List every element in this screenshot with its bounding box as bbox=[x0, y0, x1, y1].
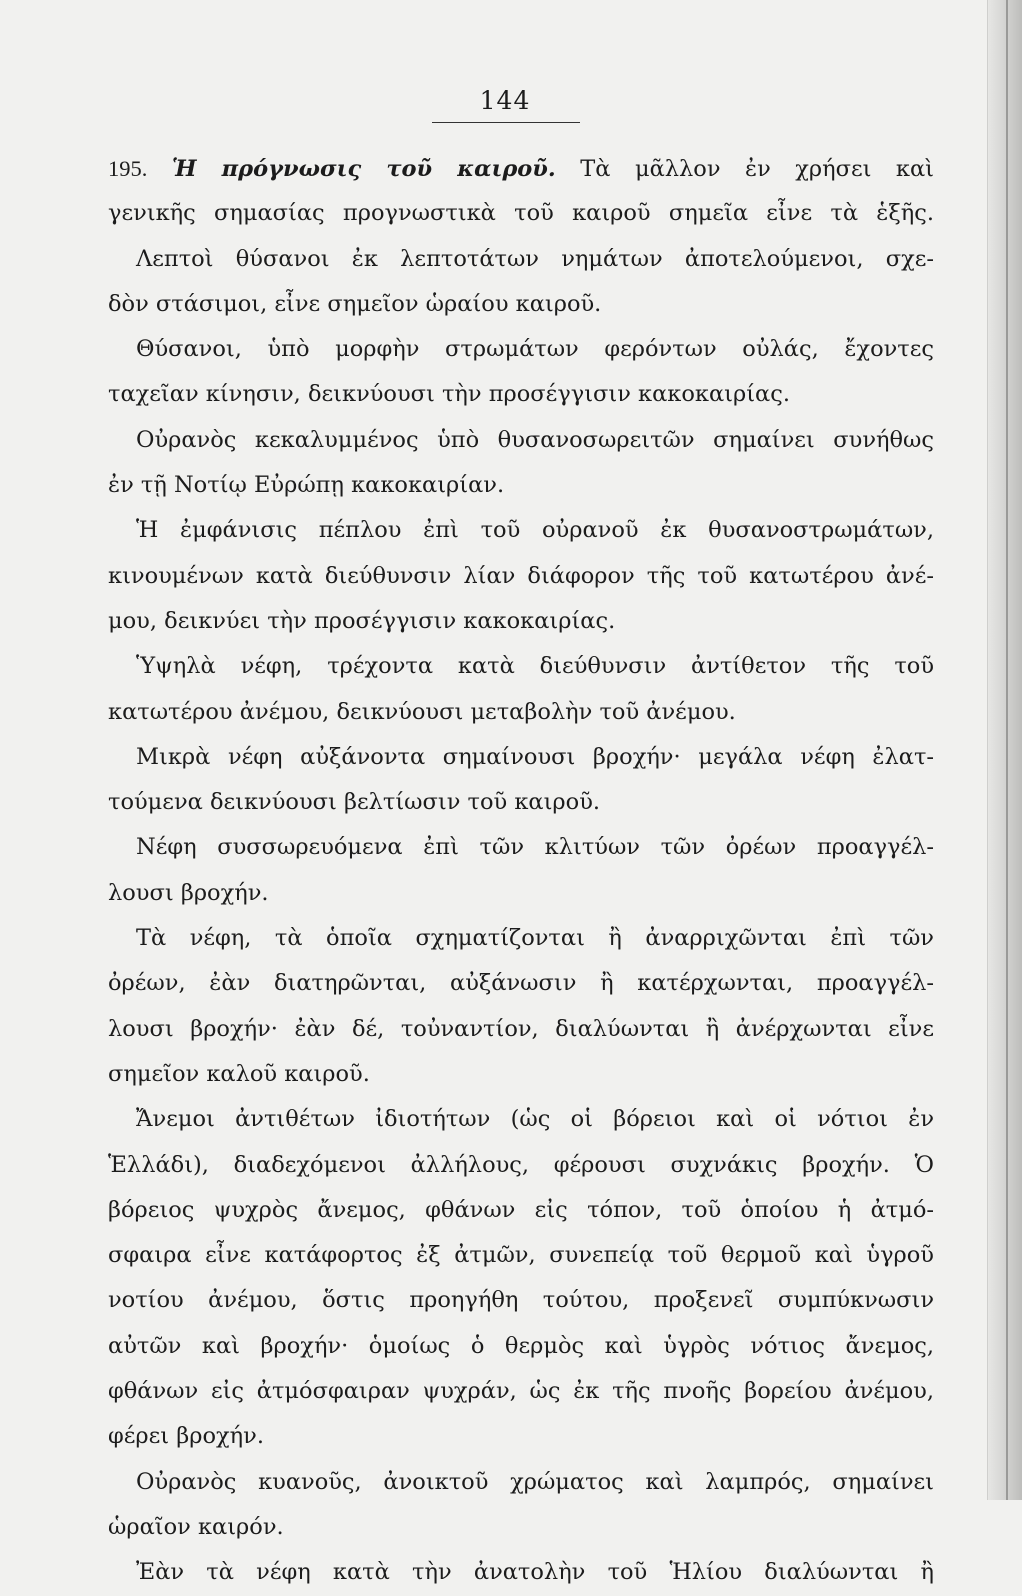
text-line: κινουμένων κατὰ διεύθυνσιν λίαν διάφορον τῆς τοῦ κατωτέρου ἀνέ- bbox=[108, 562, 934, 589]
body-text bbox=[108, 146, 934, 1596]
text-line: μου, δεικνύει τὴν προσέγγισιν κακοκαιρίας. bbox=[108, 607, 616, 634]
text-line: Μικρὰ νέφη αὐξάνοντα σημαίνουσι βροχήν· μεγάλα νέφη ἐλατ- bbox=[136, 743, 934, 770]
text-line: Ἑλλάδι), διαδεχόμενοι ἀλλήλους, φέρουσι συχνάκις βροχήν. Ὁ bbox=[108, 1151, 934, 1178]
page-binding-shadow bbox=[987, 0, 1022, 1500]
section-title: Ἡ πρόγνωσις τοῦ καιροῦ. bbox=[171, 156, 556, 182]
text-line: Νέφη συσσωρευόμενα ἐπὶ τῶν κλιτύων τῶν ὀρέων προαγγέλ- bbox=[136, 834, 934, 861]
text-line: Ἡ ἐμφάνισις πέπλου ἐπὶ τοῦ οὐρανοῦ ἐκ θυσανοστρωμάτων, bbox=[136, 517, 934, 544]
text-line: σφαιρα εἶνε κατάφορτος ἐξ ἀτμῶν, συνεπείᾳ τοῦ θερμοῦ καὶ ὑγροῦ bbox=[108, 1242, 934, 1269]
text-line: Οὐρανὸς κυανοῦς, ἀνοικτοῦ χρώματος καὶ λαμπρός, σημαίνει bbox=[136, 1468, 934, 1495]
text-line bbox=[108, 146, 934, 191]
text-line: Οὐρανὸς κεκαλυμμένος ὑπὸ θυσανοσωρειτῶν σημαίνει συνήθως bbox=[136, 426, 934, 453]
text-line: Λεπτοὶ θύσανοι ἐκ λεπτοτάτων νημάτων ἀποτελούμενοι, σχε- bbox=[136, 245, 934, 272]
text-line: γενικῆς σημασίας προγνωστικὰ τοῦ καιροῦ σημεῖα εἶνε τὰ ἑξῆς. bbox=[108, 200, 934, 227]
text-line: δὸν στάσιμοι, εἶνε σημεῖον ὡραίου καιροῦ. bbox=[108, 290, 602, 317]
text-line: φθάνων εἰς ἀτμόσφαιραν ψυχράν, ὡς ἐκ τῆς πνοῆς βορείου ἀνέμου, bbox=[108, 1378, 934, 1405]
text-line: Θύσανοι, ὑπὸ μορφὴν στρωμάτων φερόντων οὐλάς, ἔχοντες bbox=[136, 336, 934, 363]
text-line: νοτίου ἀνέμου, ὅστις προηγήθη τούτου, προξενεῖ συμπύκνωσιν bbox=[108, 1287, 934, 1314]
text-line: τούμενα δεικνύουσι βελτίωσιν τοῦ καιροῦ. bbox=[108, 789, 601, 816]
text-line: λουσι βροχήν· ἐὰν δέ, τοὐναντίον, διαλύωνται ἢ ἀνέρχωνται εἶνε bbox=[108, 1015, 934, 1042]
binding-edge-line bbox=[1006, 0, 1008, 1500]
text-line: κατωτέρου ἀνέμου, δεικνύουσι μεταβολὴν τοῦ ἀνέμου. bbox=[108, 698, 736, 725]
page-number: 144 bbox=[479, 86, 531, 115]
text-line: λουσι βροχήν. bbox=[108, 879, 269, 906]
text-line: Ὑψηλὰ νέφη, τρέχοντα κατὰ διεύθυνσιν ἀντίθετον τῆς τοῦ bbox=[136, 653, 934, 680]
text-line: ὡραῖον καιρόν. bbox=[108, 1513, 284, 1540]
text-line-content: Τὰ μᾶλλον ἐν χρήσει καὶ bbox=[580, 156, 934, 182]
header-rule bbox=[432, 122, 580, 123]
text-line: σημεῖον καλοῦ καιροῦ. bbox=[108, 1060, 370, 1087]
text-line: αὐτῶν καὶ βροχήν· ὁμοίως ὁ θερμὸς καὶ ὑγρὸς νότιος ἄνεμος, bbox=[108, 1332, 934, 1359]
text-line: Τὰ νέφη, τὰ ὁποῖα σχηματίζονται ἢ ἀναρριχῶνται ἐπὶ τῶν bbox=[136, 925, 934, 952]
text-line: φέρει βροχήν. bbox=[108, 1423, 264, 1450]
text-line: βόρειος ψυχρὸς ἄνεμος, φθάνων εἰς τόπον, τοῦ ὁποίου ἡ ἀτμό- bbox=[108, 1196, 934, 1223]
text-line: Ἐὰν τὰ νέφη κατὰ τὴν ἀνατολὴν τοῦ Ἡλίου διαλύωνται ἢ bbox=[136, 1559, 934, 1586]
section-number: 195. bbox=[108, 156, 148, 181]
text-line: ὀρέων, ἐὰν διατηρῶνται, αὐξάνωσιν ἢ κατέρχωνται, προαγγέλ- bbox=[108, 970, 934, 997]
text-line: ἐν τῇ Νοτίῳ Εὐρώπῃ κακοκαιρίαν. bbox=[108, 472, 505, 499]
text-line: ταχεῖαν κίνησιν, δεικνύουσι τὴν προσέγγισιν κακοκαιρίας. bbox=[108, 381, 790, 408]
text-line: Ἄνεμοι ἀντιθέτων ἰδιοτήτων (ὡς οἱ βόρειοι καὶ οἱ νότιοι ἐν bbox=[136, 1106, 934, 1133]
